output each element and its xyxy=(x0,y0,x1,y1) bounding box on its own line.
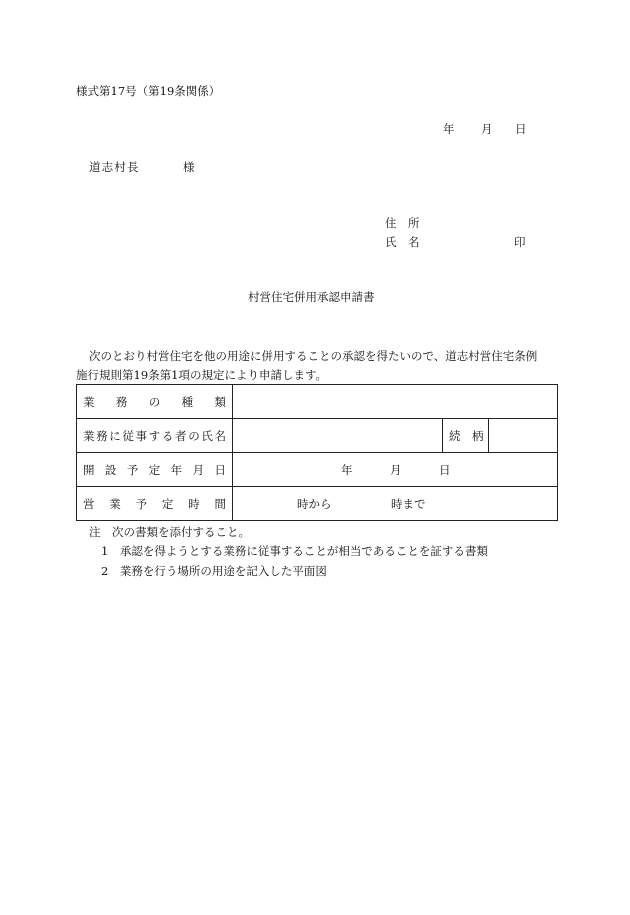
body-text-line-1: 次のとおり村営住宅を他の用途に併用することの承認を得たいので、道志村営住宅条例 xyxy=(89,349,538,363)
form-number: 様式第17号（第19条関係） xyxy=(76,84,221,98)
business-hours-label: 営業予定時間 xyxy=(77,487,233,521)
business-type-field[interactable] xyxy=(233,385,558,419)
hours-from-label: 時から xyxy=(297,496,332,511)
date-month-label: 月 xyxy=(481,122,493,136)
addressee-title: 道志村長 xyxy=(89,160,140,174)
application-table xyxy=(76,384,558,521)
business-type-label: 業務の種類 xyxy=(77,385,233,419)
table-row-business-type xyxy=(77,385,558,419)
note-item: 2 業務を行う場所の用途を記入した平面図 xyxy=(101,564,327,578)
address-label: 住 所 xyxy=(385,216,420,230)
date-year-label: 年 xyxy=(443,122,455,136)
relation-label: 続 柄 xyxy=(443,419,489,453)
opening-date-field[interactable] xyxy=(233,453,558,487)
opening-day-label: 日 xyxy=(439,462,451,477)
opening-date-label: 開設予定年月日 xyxy=(77,453,233,487)
table-row-business-hours xyxy=(77,487,558,521)
document-title: 村営住宅併用承認申請書 xyxy=(248,290,375,304)
name-label: 氏 名 xyxy=(385,235,420,249)
relation-field[interactable] xyxy=(489,419,558,453)
worker-name-label: 業務に従事する者の氏名 xyxy=(77,419,233,453)
seal-mark: 印 xyxy=(514,235,526,249)
business-hours-field[interactable] xyxy=(233,487,558,521)
table-row-worker-name xyxy=(77,419,558,453)
hours-to-label: 時まで xyxy=(391,496,426,511)
note-item: 1 承認を得ようとする業務に従事することが相当であることを証する書類 xyxy=(101,544,488,558)
body-text-line-2: 施行規則第19条第1項の規定により申請します。 xyxy=(76,368,328,382)
opening-month-label: 月 xyxy=(390,462,402,477)
opening-year-label: 年 xyxy=(341,462,353,477)
notes-heading: 注 次の書類を添付すること。 xyxy=(89,525,250,539)
worker-name-field[interactable] xyxy=(233,419,443,453)
table-row-opening-date xyxy=(77,453,558,487)
addressee-honorific: 様 xyxy=(183,160,195,174)
date-day-label: 日 xyxy=(515,122,527,136)
